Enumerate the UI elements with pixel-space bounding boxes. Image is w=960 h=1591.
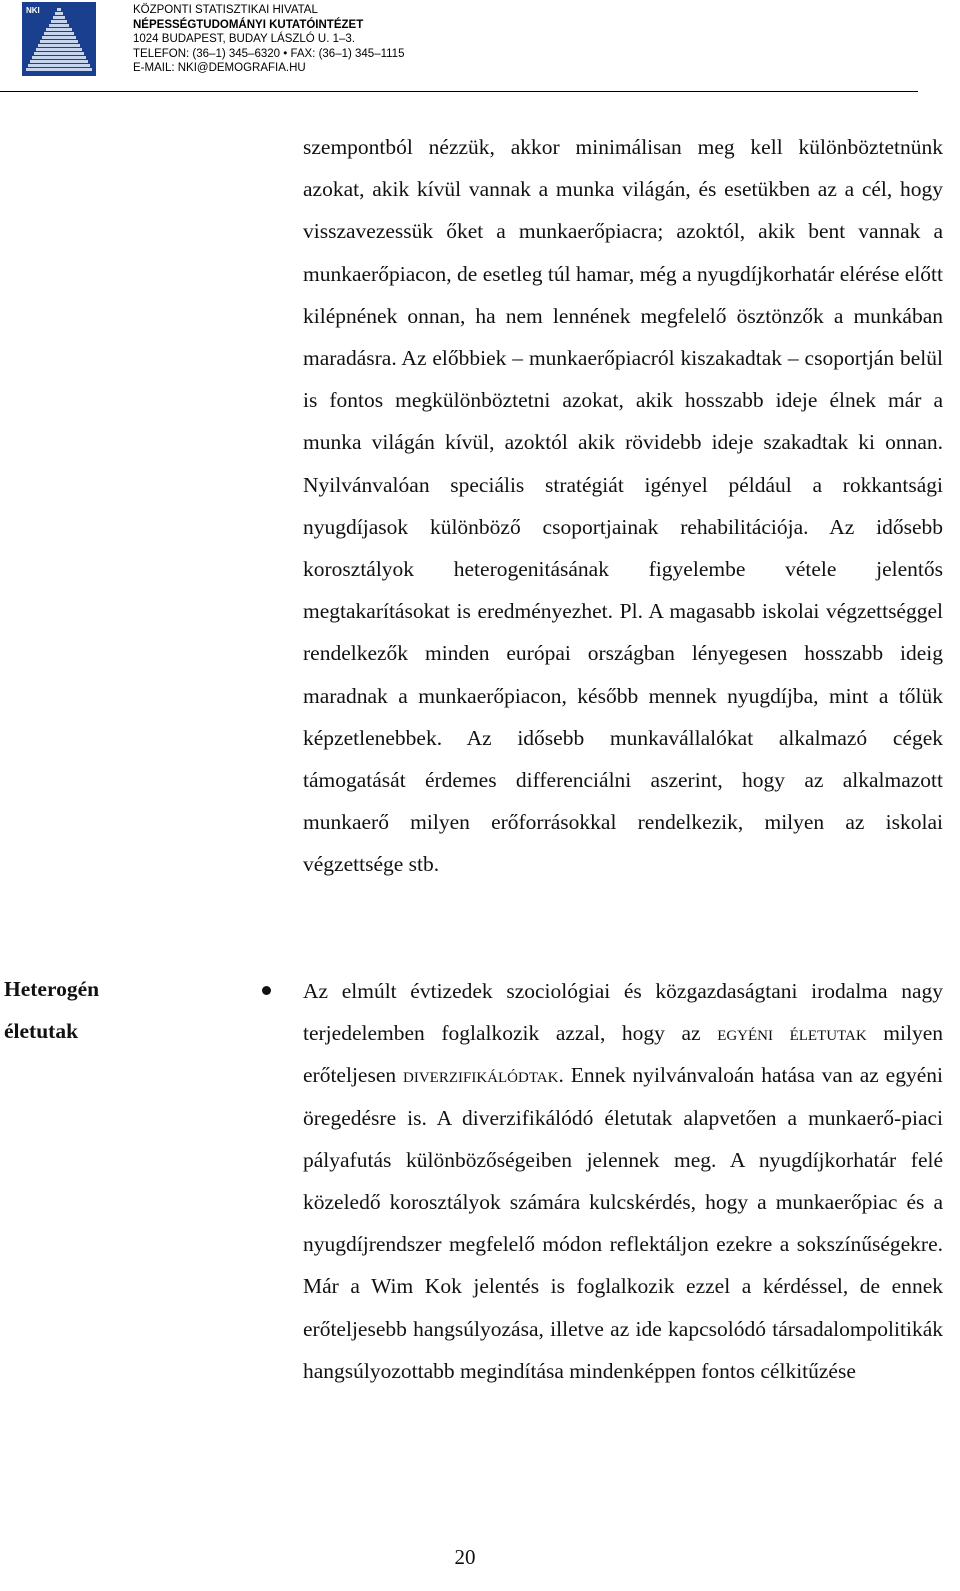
body-paragraph-2 [303,970,943,1392]
margin-heading-line-1: Heterogén [4,977,100,1001]
header-divider [0,91,918,92]
page-header [0,0,960,96]
header-line-4: TELEFON: (36–1) 345–6320 • FAX: (36–1) 345–1115 [133,47,405,60]
small-caps-term-2: diverzifikálódtak [403,1063,559,1088]
small-caps-term-1: egyéni életutak [717,1021,867,1046]
institute-address [133,3,404,76]
header-line-1: KÖZPONTI STATISZTIKAI HIVATAL [133,4,318,16]
header-line-3: 1024 BUDAPEST, BUDAY LÁSZLÓ U. 1–3. [133,33,356,45]
nki-logo [22,2,96,76]
margin-heading [4,968,99,1052]
paragraph-2-part-1: Az elmúlt évtizedek szociológiai és közgazdaságtani irodalma nagy terjedelemben foglalkozik azzal, hogy az [303,979,943,1046]
margin-heading-line-2: életutak [4,1019,79,1043]
body-paragraph-1: szempontból nézzük, akkor minimálisan meg kell különböztetnünk azokat, akik kívül vannak a munka világán, és esetükben az a cél, hogy visszavezessük őket a munkaerőpiacra; azoktól, akik bent vannak a munkaerőpiacon, de esetleg túl hamar, még a nyugdíjkorhatár elérése előtt kilépnének onnan, ha nem lennének megfelelő ösztönzők a munkában maradásra. Az előbbiek – munkaerőpiacról kiszakadtak – csoportján belül is fontos megkülönböztetni azokat, akik hosszabb ideje élnek már a munka világán kívül, azoktól akik rövidebb ideje szakadtak ki onnan. Nyilvánvalóan speciális stratégiát igényel például a rokkantsági nyugdíjasok különböző csoportjainak rehabilitációja. Az idősebb korosztályok heterogenitásának figyelembe vétele jelentős megtakarításokat is eredményezhet. Pl. A magasabb iskolai végzettséggel rendelkezők minden európai országban lényegesen hosszabb ideig maradnak a munkaerőpiacon, később mennek nyugdíjba, mint a tőlük képzetlenebbek. Az idősebb munkavállalókat alkalmazó cégek támogatását érdemes differenciálni aszerint, hogy az alkalmazott munkaerő milyen erőforrásokkal rendelkezik, milyen az iskolai végzettsége stb. [303,135,943,877]
logo-text: NKI [26,6,40,15]
page-number: 20 [454,1545,476,1569]
bullet-icon [262,986,271,995]
paragraph-2-part-2: milyen erőteljesen [303,1021,943,1088]
paragraph-2-part-3: . Ennek nyilvánvaloán hatása van az egyéni öregedésre is. A diverzifikálódó életutak alapvetően a munkaerő-piaci pályafutás különbözőségeiben jelennek meg. A nyugdíjkorhatár felé közeledő korosztályok számára kulcskérdés, hogy a munkaerőpiac és a nyugdíjrendszer megfelelő módon reflektáljon ezekre a sokszínűségekre. Már a Wim Kok jelentés is foglalkozik ezzel a kérdéssel, de ennek erőteljesebb hangsúlyozása, illetve az ide kapcsolódó társadalompolitikák hangsúlyozottabb megindítása mindenképpen fontos célkitűzése [303,1063,943,1383]
header-line-2: NÉPESSÉGTUDOMÁNYI KUTATÓINTÉZET [133,18,364,31]
header-line-5: E-MAIL: NKI@DEMOGRAFIA.HU [133,62,306,74]
